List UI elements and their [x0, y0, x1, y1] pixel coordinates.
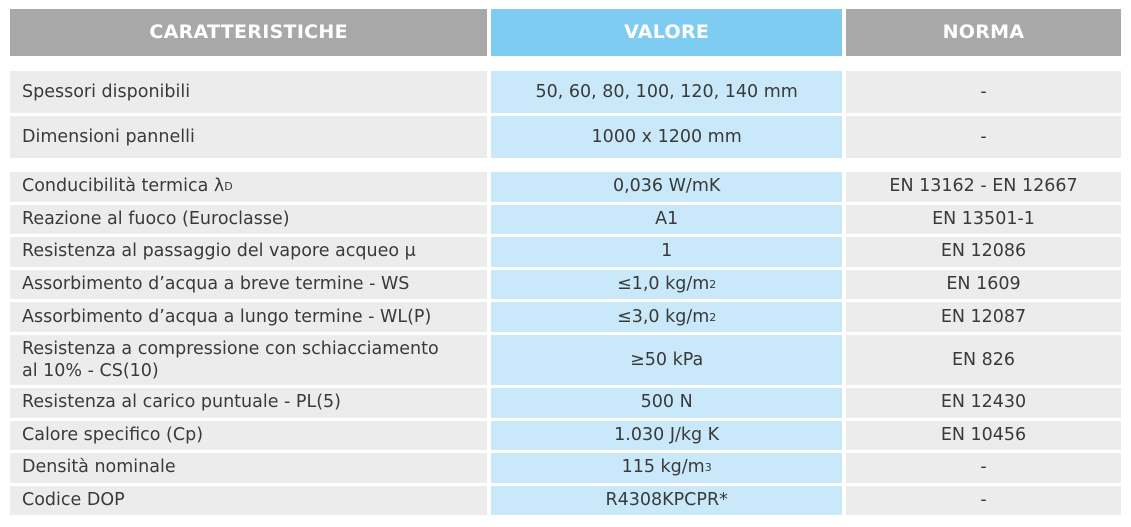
table-row [10, 71, 1121, 113]
row-value-superscript: 3 [704, 461, 712, 475]
row-norm: EN 12086 [846, 237, 1121, 267]
row-value: 0,036 W/mK [491, 172, 842, 202]
row-name: Reazione al fuoco (Euroclasse) [10, 205, 487, 235]
table-row [10, 388, 1121, 418]
row-value [491, 302, 842, 332]
row-norm: - [846, 71, 1121, 113]
row-name: Resistenza al passaggio del vapore acqueo μ [10, 237, 487, 267]
header-norm: NORMA [846, 9, 1121, 56]
row-norm: EN 12087 [846, 302, 1121, 332]
row-norm: - [846, 453, 1121, 483]
table-row [10, 270, 1121, 300]
row-norm: - [846, 116, 1121, 158]
row-norm: EN 10456 [846, 421, 1121, 451]
row-name-subscript: D [224, 180, 233, 194]
table-row [10, 453, 1121, 483]
row-name: Resistenza al carico puntuale - PL(5) [10, 388, 487, 418]
row-norm: EN 13162 - EN 12667 [846, 172, 1121, 202]
row-name: Codice DOP [10, 486, 487, 516]
row-value [491, 453, 842, 483]
row-name: Dimensioni pannelli [10, 116, 487, 158]
row-norm: EN 13501-1 [846, 205, 1121, 235]
row-value: 1000 x 1200 mm [491, 116, 842, 158]
row-name-text: Conducibilità termica λ [22, 176, 225, 197]
row-value: ≥50 kPa [491, 335, 842, 385]
table-row [10, 205, 1121, 235]
row-norm: - [846, 486, 1121, 516]
row-name: Densità nominale [10, 453, 487, 483]
header-value: VALORE [491, 9, 842, 56]
table-header [10, 9, 1121, 56]
row-value-text: ≤3,0 kg/m [617, 306, 710, 327]
row-value: 1 [491, 237, 842, 267]
table-row [10, 302, 1121, 332]
table-row [10, 486, 1121, 516]
table-row [10, 172, 1121, 202]
row-value: 500 N [491, 388, 842, 418]
specs-table [10, 9, 1121, 515]
row-name: Spessori disponibili [10, 71, 487, 113]
row-name: Assorbimento d’acqua a lungo termine - WL(P) [10, 302, 487, 332]
row-name-line1: Resistenza a compressione con schiacciamento [22, 338, 439, 359]
row-norm: EN 1609 [846, 270, 1121, 300]
row-name-line2: al 10% - CS(10) [22, 360, 159, 381]
row-value: 1.030 J/kg K [491, 421, 842, 451]
row-name: Assorbimento d’acqua a breve termine - WS [10, 270, 487, 300]
table-row [10, 335, 1121, 385]
row-norm: EN 12430 [846, 388, 1121, 418]
row-value-superscript: 2 [709, 310, 717, 324]
row-value: A1 [491, 205, 842, 235]
row-value: R4308KPCPR* [491, 486, 842, 516]
row-value-text: 115 kg/m [621, 457, 705, 478]
row-name [10, 335, 487, 385]
row-norm: EN 826 [846, 335, 1121, 385]
row-value-text: ≤1,0 kg/m [617, 274, 710, 295]
header-characteristics: CARATTERISTICHE [10, 9, 487, 56]
row-value-superscript: 2 [709, 278, 717, 292]
table-row [10, 421, 1121, 451]
row-value: 50, 60, 80, 100, 120, 140 mm [491, 71, 842, 113]
row-name [10, 172, 487, 202]
row-value [491, 270, 842, 300]
row-name: Calore specifico (Cp) [10, 421, 487, 451]
table-row [10, 237, 1121, 267]
table-row [10, 116, 1121, 158]
